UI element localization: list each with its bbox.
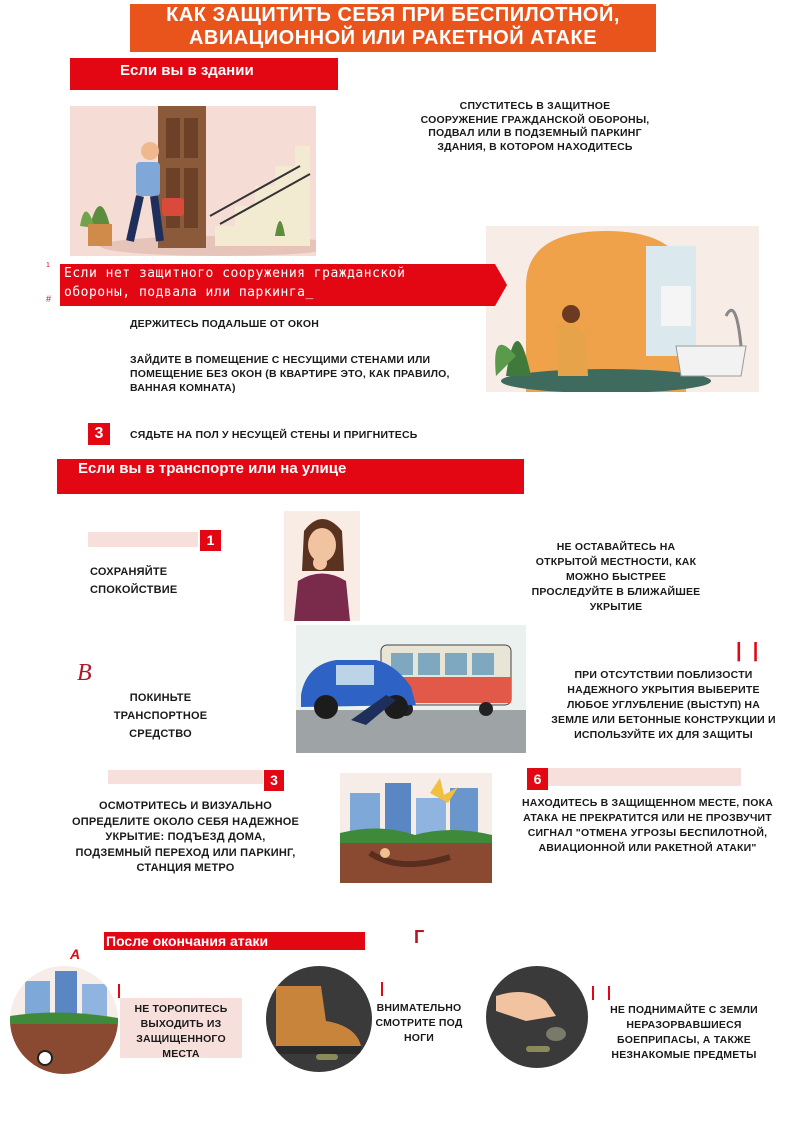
city-explosion-illustration: [340, 773, 492, 883]
small-mark-2: #: [46, 294, 52, 304]
building-item-1-text: ДЕРЖИТЕСЬ ПОДАЛЬШЕ ОТ ОКОН: [130, 318, 320, 330]
building-step-1-text: СПУСТИТЕСЬ В ЗАЩИТНОЕ СООРУЖЕНИЕ ГРАЖДАНСКОЙ ОБОРОНЫ, ПОДВАЛ ИЛИ В ПОДЗЕМНЫЙ ПАРКИНГ ЗДАНИЯ, В КОТОРОМ НАХОДИТЕСЬ: [420, 100, 650, 153]
open-area-text: НЕ ОСТАВАЙТЕСЬ НА ОТКРЫТОЙ МЕСТНОСТИ, КАК МОЖНО БЫСТРЕЕ ПРОСЛЕДУЙТЕ В БЛИЖАЙШЕЕ УКРЫТИЕ: [531, 541, 701, 613]
boot-circle-illustration: [266, 966, 372, 1072]
step-6-bar: [527, 768, 741, 786]
letter-g: Г: [414, 927, 425, 947]
letter-v: В: [77, 660, 92, 686]
calm-text: СОХРАНЯЙТЕ СПОКОЙСТВИЕ: [90, 566, 178, 596]
street-step-3-badge: 3: [264, 770, 284, 791]
car-bus-illustration: [296, 625, 526, 753]
bars-mark: | |: [736, 640, 759, 662]
hand-circle-illustration: [486, 966, 588, 1068]
no-pickup-mark-1: [592, 986, 594, 1000]
page-title: [130, 4, 656, 52]
no-rush-text: НЕ ТОРОПИТЕСЬ ВЫХОДИТЬ ИЗ ЗАЩИЩЕННОГО МЕСТА: [134, 1003, 228, 1060]
section-heading-street: Если вы в транспорте или на улице: [57, 459, 524, 494]
street-step-1-badge: 1: [200, 530, 221, 551]
stairs-illustration: [70, 106, 316, 256]
stay-protected-text: НАХОДИТЕСЬ В ЗАЩИЩЕННОМ МЕСТЕ, ПОКА АТАКА НЕ ПРЕКРАТИТСЯ ИЛИ НЕ ПРОЗВУЧИТ СИГНАЛ "ОТМЕНА УГРОЗЫ БЕСПИЛОТНОЙ, АВИАЦИОННОЙ ИЛИ РАКЕТНОЙ АТАКИ": [521, 797, 774, 854]
street-step-6-badge: 6: [527, 768, 548, 790]
section-heading-building: Если вы в здании: [70, 58, 338, 90]
title-line-1: КАК ЗАЩИТИТЬ СЕБЯ ПРИ БЕСПИЛОТНОЙ,: [166, 4, 620, 26]
letter-a: А: [70, 946, 81, 962]
no-shelter-banner: [60, 264, 507, 306]
step-1-bar: [88, 532, 198, 547]
worried-woman-illustration: [284, 511, 360, 621]
small-mark-1: 1: [46, 262, 50, 269]
bathroom-illustration: [486, 226, 759, 392]
watch-feet-text: ВНИМАТЕЛЬНО СМОТРИТЕ ПОД НОГИ: [375, 1002, 463, 1044]
title-line-2: АВИАЦИОННОЙ ИЛИ РАКЕТНОЙ АТАКЕ: [188, 27, 598, 49]
look-around-text: ОСМОТРИТЕСЬ И ВИЗУАЛЬНО ОПРЕДЕЛИТЕ ОКОЛО СЕБЯ НАДЕЖНОЕ УКРЫТИЕ: ПОДЪЕЗД ДОМА, ПОДЗЕМНЫЙ ПЕРЕХОД ИЛИ ПАРКИНГ, СТАНЦИЯ МЕТРО: [71, 800, 300, 874]
no-pickup-text: НЕ ПОДНИМАЙТЕ С ЗЕМЛИ НЕРАЗОРВАВШИЕСЯ БОЕПРИПАСЫ, А ТАКЖЕ НЕЗНАКОМЫЕ ПРЕДМЕТЫ: [610, 1004, 758, 1061]
step-3-bar: [108, 770, 263, 784]
shelter-circle-illustration: [10, 966, 118, 1074]
building-step-3-badge: 3: [88, 423, 110, 445]
no-shelter-line-1: Если нет защитного сооружения гражданской: [64, 266, 406, 281]
no-shelter-line-2: обороны, подвала или паркинга_: [64, 285, 314, 300]
building-item-3-text: СЯДЬТЕ НА ПОЛ У НЕСУЩЕЙ СТЕНЫ И ПРИГНИТЕСЬ: [130, 429, 418, 441]
no-pickup-mark-2: [608, 986, 610, 1000]
watch-feet-mark: [381, 982, 383, 996]
no-rush-mark: [118, 984, 120, 998]
recess-text: ПРИ ОТСУТСТВИИ ПОБЛИЗОСТИ НАДЕЖНОГО УКРЫТИЯ ВЫБЕРИТЕ ЛЮБОЕ УГЛУБЛЕНИЕ (ВЫСТУП) НА ЗЕМЛЕ ИЛИ БЕТОННЫЕ КОНСТРУКЦИИ И ИСПОЛЬЗУЙТЕ ИХ ДЛЯ ЗАЩИТЫ: [551, 669, 776, 741]
leave-vehicle-text: ПОКИНЬТЕ ТРАНСПОРТНОЕ СРЕДСТВО: [113, 692, 208, 740]
section-heading-after: После окончания атаки: [104, 932, 365, 950]
building-item-2-text: ЗАЙДИТЕ В ПОМЕЩЕНИЕ С НЕСУЩИМИ СТЕНАМИ ИЛИ ПОМЕЩЕНИЕ БЕЗ ОКОН (В КВАРТИРЕ ЭТО, КАК ПРАВИЛО, ВАННАЯ КОМНАТА): [130, 354, 450, 394]
